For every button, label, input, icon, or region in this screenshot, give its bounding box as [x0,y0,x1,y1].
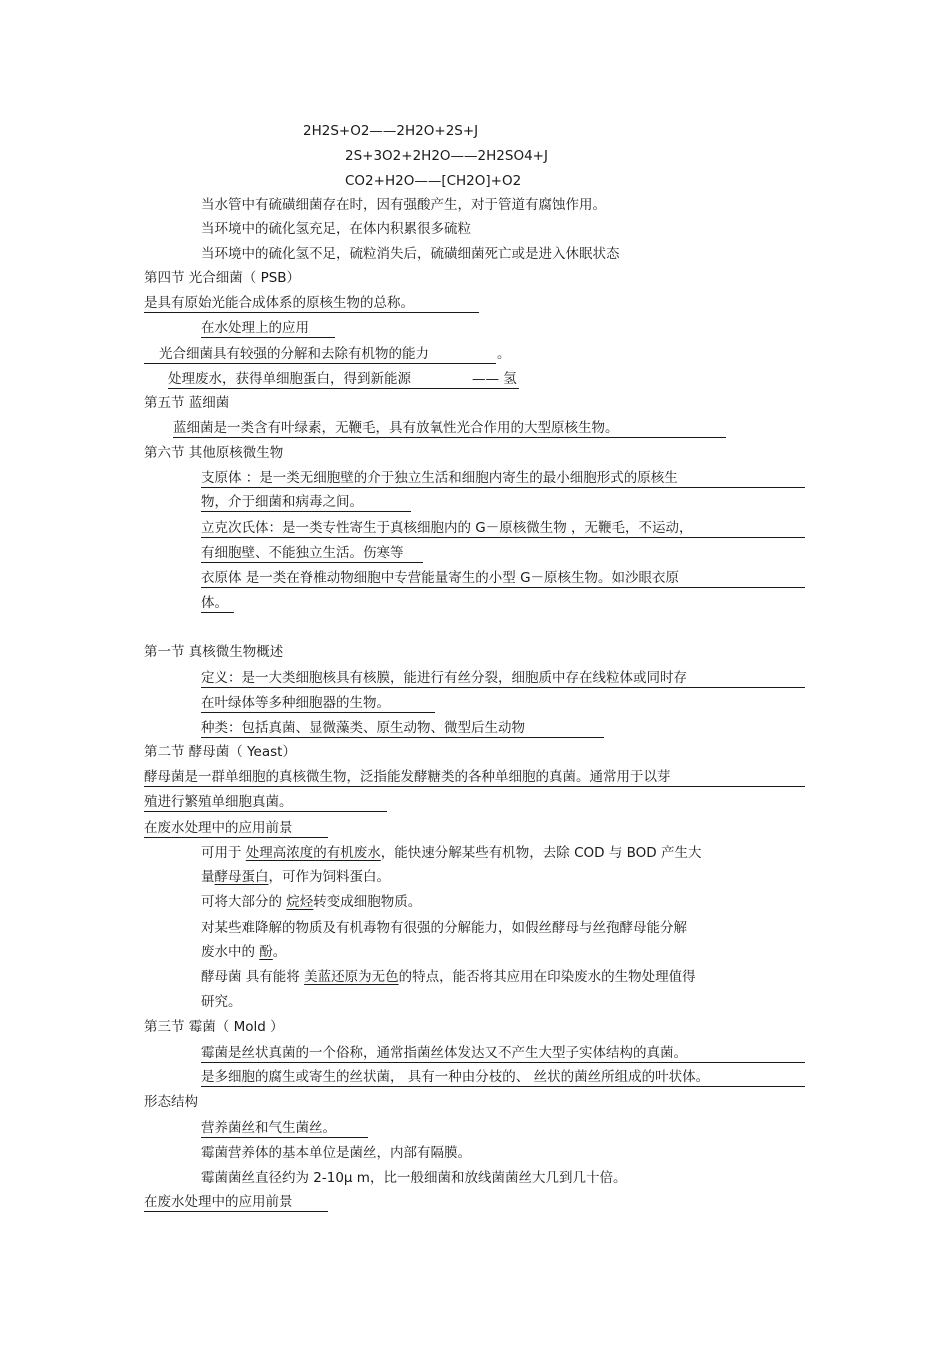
section-heading: 第一节 真核微生物概述 [144,644,284,660]
subheading: 在废水处理中的应用前景 [144,1194,293,1210]
definition-text: 是多细胞的腐生或寄生的丝状菌， 具有一种由分枝的、 丝状的菌丝所组成的叶状体。 [201,1069,710,1085]
definition-text: 种类：包括真菌、显微藻类、原生动物、微型后生动物 [201,720,525,736]
body-text: 霉菌营养体的基本单位是菌丝，内部有隔膜。 [201,1145,471,1161]
key-term: 酚 [259,944,273,960]
equation-line: 2S+3O2+2H2O——2H2SO4+J [345,148,548,164]
underline [201,1062,805,1063]
text-run: ，能快速分解某些有机物，去除 COD 与 BOD 产生大 [380,845,702,861]
section-heading: 第六节 其他原核微生物 [144,445,284,461]
body-text: 当水管中有硫磺细菌存在时，因有强酸产生，对于管道有腐蚀作用。 [201,197,606,213]
definition-text: 有细胞壁、不能独立生活。伤寒等 [201,545,404,561]
text-run: 酵母菌 具有能将 [201,969,305,985]
definition-text: 蓝细菌是一类含有叶绿素，无鞭毛，具有放氧性光合作用的大型原核生物。 [173,420,619,436]
definition-text: 衣原体 是一类在脊椎动物细胞中专营能量寄生的小型 G－原核生物。如沙眼衣原 [201,570,680,586]
definition-text: 定义：是一大类细胞核具有核膜，能进行有丝分裂，细胞质中存在线粒体或同时存 [201,670,687,686]
definition-text: 在叶绿体等多种细胞器的生物。 [201,695,390,711]
body-text [201,844,701,862]
text-run: 废水中的 [201,944,260,960]
section-heading: 第四节 光合细菌（ PSB） [144,270,301,286]
body-text [201,943,286,961]
underline [201,562,423,563]
section-heading: 第五节 蓝细菌 [144,395,230,411]
definition-text: 酵母菌是一群单细胞的真核微生物，泛指能发酵糖类的各种单细胞的真菌。通常用于以芽 [144,769,671,785]
body-text: 。 [497,346,511,362]
underline [201,587,805,588]
definition-text: 体。 [201,595,228,611]
underline [173,437,726,438]
section-heading: 第三节 霉菌（ Mold ） [144,1019,284,1035]
definition-text: 是具有原始光能合成体系的原核生物的总称。 [144,295,414,311]
underline [144,811,387,812]
key-term: 美蓝还原为无色 [304,969,399,985]
definition-text: 殖进行繁殖单细胞真菌。 [144,794,293,810]
underline [144,1211,328,1212]
text-run: 转变成细胞物质。 [313,894,422,910]
definition-text: 支原体 ：是一类无细胞壁的介于独立生活和细胞内寄生的最小细胞形式的原核生 [201,470,678,486]
body-text [201,868,390,886]
underline [144,837,328,838]
underline [201,511,411,512]
underline [201,612,234,613]
definition-text: 立克次氏体：是一类专性寄生于真核细胞内的 G－原核微生物 ，无鞭毛，不运动， [201,520,693,536]
body-text [201,893,421,911]
underline [201,712,435,713]
section-heading: 第二节 酵母菌（ Yeast） [144,744,296,760]
underline [144,786,805,787]
definition-text: 霉菌是丝状真菌的一个俗称，通常指菌丝体发达又不产生大型子实体结构的真菌。 [201,1045,687,1061]
body-text: —— 氢 [472,371,517,387]
text-run: 可用于 [201,845,246,861]
body-text: 处理废水，获得单细胞蛋白，得到新能源 [168,371,411,387]
body-text: 对某些难降解的物质及有机毒物有很强的分解能力，如假丝酵母与丝孢酵母能分解 [201,920,687,936]
text-run: ，可作为饲料蛋白。 [268,869,390,885]
key-term: 烷烃 [286,894,314,910]
text-run: 可将大部分的 [201,894,287,910]
text-run: 的特点，能否将其应用在印染废水的生物处理值得 [398,969,696,985]
body-text: 当环境中的硫化氢充足，在体内积累很多硫粒 [201,221,471,237]
underline [201,1137,368,1138]
underline [168,388,519,389]
equation-line: 2H2S+O2——2H2O+2S+J [303,123,479,139]
body-text: 光合细菌具有较强的分解和去除有机物的能力 [159,346,429,362]
underline [201,737,604,738]
subheading: 形态结构 [144,1094,198,1110]
body-text [201,968,696,986]
key-term: 酵母蛋白 [214,869,269,885]
subheading: 在废水处理中的应用前景 [144,820,293,836]
equation-line: CO2+H2O——[CH2O]+O2 [345,173,522,189]
underline [201,337,335,338]
body-text: 营养菌丝和气生菌丝。 [201,1120,336,1136]
underline [144,312,479,313]
definition-text: 物，介于细菌和病毒之间。 [201,494,363,510]
underline [201,687,805,688]
text-run: 量 [201,869,215,885]
underline [201,487,805,488]
text-run: 。 [272,944,287,960]
underline [144,363,496,364]
underline [201,537,805,538]
body-text: 研究。 [201,994,242,1010]
body-text: 当环境中的硫化氢不足，硫粒消失后，硫磺细菌死亡或是进入休眠状态 [201,246,620,262]
underline [201,1086,805,1087]
key-term: 处理高浓度的有机废水 [245,845,381,861]
body-text: 霉菌菌丝直径约为 2-10μ m，比一般细菌和放线菌菌丝大几到几十倍。 [201,1170,627,1186]
subheading: 在水处理上的应用 [201,320,309,336]
